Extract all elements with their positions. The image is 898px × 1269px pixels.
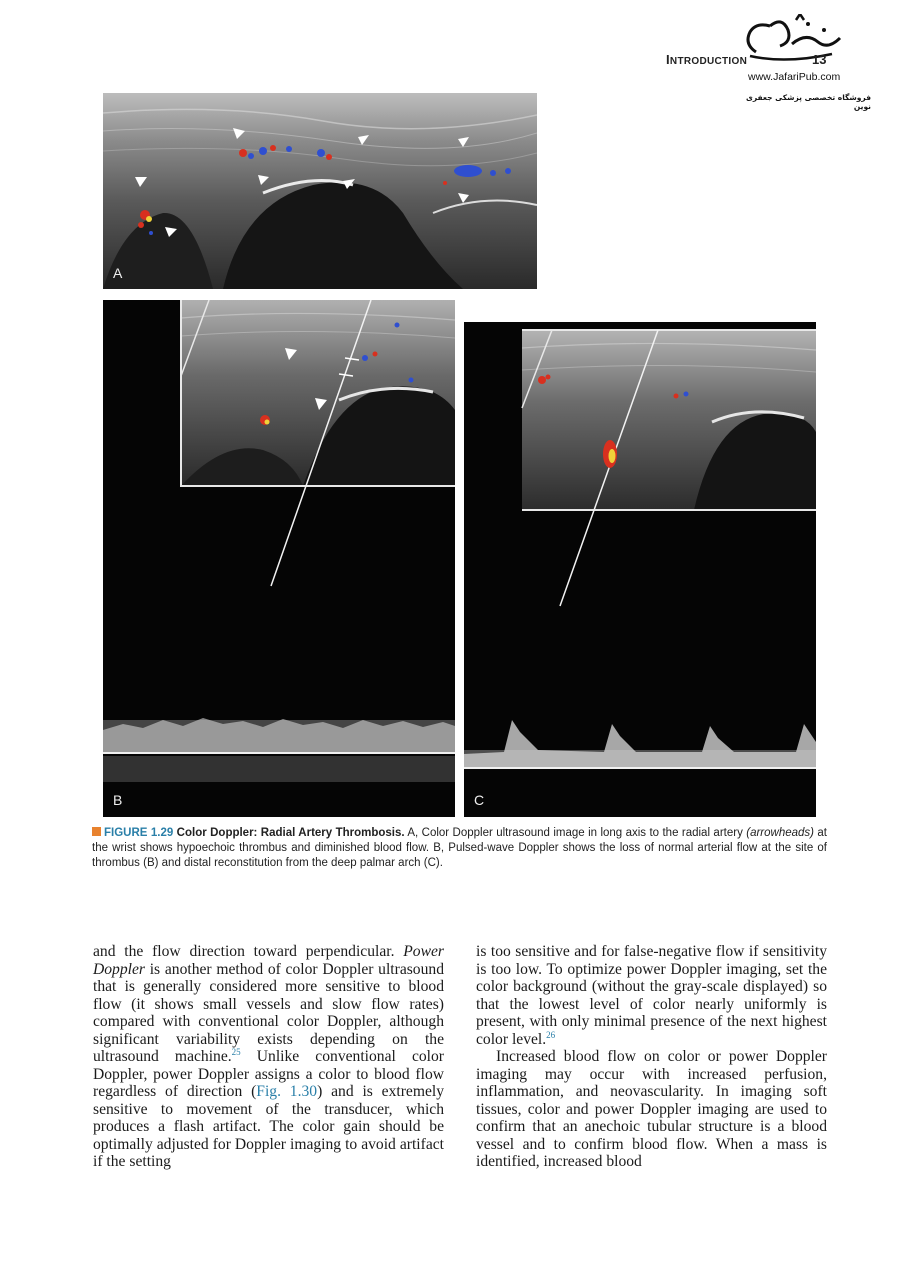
paragraph: and the flow direction toward perpendicular. Power Doppler is another method of color Doppler ultrasound that is generally considered more sensitive to blood flow (it shows small vessels and slow flow rates) compared with conventional color Doppler, although significant variability exists depending on the ultrasound machine.$^{25}$ Unlike conventional color Doppler, power Doppler assigns a color to blood flow regardless of direction (Fig. 1.30) and is extremely sensitive to movement of the transducer, which produces a flash artifact. The color gain should be optimally adjusted for Doppler imaging to avoid artifact if the setting — [93, 943, 445, 1170]
caption-italic: (arrowheads) — [746, 827, 814, 839]
publisher-name: فروشگاه تخصصی پزشکی جعفری نوین — [745, 93, 871, 111]
paragraph: Increased blood flow on color or power Doppler imaging may occur with increased perfusion, inflammation, and neovascularity. In imaging soft tissues, color and power Doppler imaging are used to confirm that an anechoic tubular structure is a blood vessel and to confirm blood flow. When a mass is identified, increased blood — [476, 1048, 827, 1170]
body-column-right — [476, 943, 827, 1171]
body-column-left — [93, 943, 444, 1171]
caption-text-1: A, Color Doppler ultrasound image in long axis to the radial artery — [404, 827, 747, 839]
ultrasound-image-a — [103, 93, 537, 289]
page-number: 13 — [812, 52, 827, 67]
reference-26[interactable]: 26 — [546, 1029, 556, 1040]
publisher-logo — [736, 14, 848, 64]
panel-label-c: C — [474, 792, 485, 808]
caption-marker-icon — [92, 827, 101, 836]
figure-panel-c — [464, 322, 816, 817]
term-power-doppler: Power Doppler — [93, 943, 444, 978]
spectral-waveform — [103, 718, 455, 782]
panel-label-a: A — [113, 265, 123, 281]
ultrasound-image-b — [103, 300, 455, 817]
running-head: INTRODUCTION — [666, 52, 748, 67]
figure-caption — [92, 826, 827, 871]
caption-text-2: at the wrist shows hypoechoic thrombus and diminished blood flow. B, Pulsed-wave Doppler shows the loss of normal arterial flow at the site of thrombus (B) and distal reconstitution from the deep palmar arch (C). — [92, 827, 827, 869]
paragraph: is too sensitive and for false-negative flow if sensitivity is too low. To optimize power Doppler imaging, set the color background (without the gray-scale displayed) so that the lowest level of color nearly uniformly is present, with only minimal presence of the next highest color level.$^{26}$ — [476, 943, 827, 1048]
panel-label-b: B — [113, 792, 123, 808]
ultrasound-image-c — [464, 322, 816, 817]
figure-title: Color Doppler: Radial Artery Thrombosis. — [176, 827, 405, 839]
figure-panel-a — [103, 93, 537, 289]
figure-link[interactable]: Fig. 1.30 — [256, 1083, 318, 1100]
figure-panel-b — [103, 300, 455, 817]
spectral-waveform — [464, 720, 816, 768]
publisher-url: www.JafariPub.com — [748, 71, 841, 83]
reference-25[interactable]: 25 — [231, 1046, 241, 1057]
figure-number: FIGURE 1.29 — [104, 827, 174, 839]
